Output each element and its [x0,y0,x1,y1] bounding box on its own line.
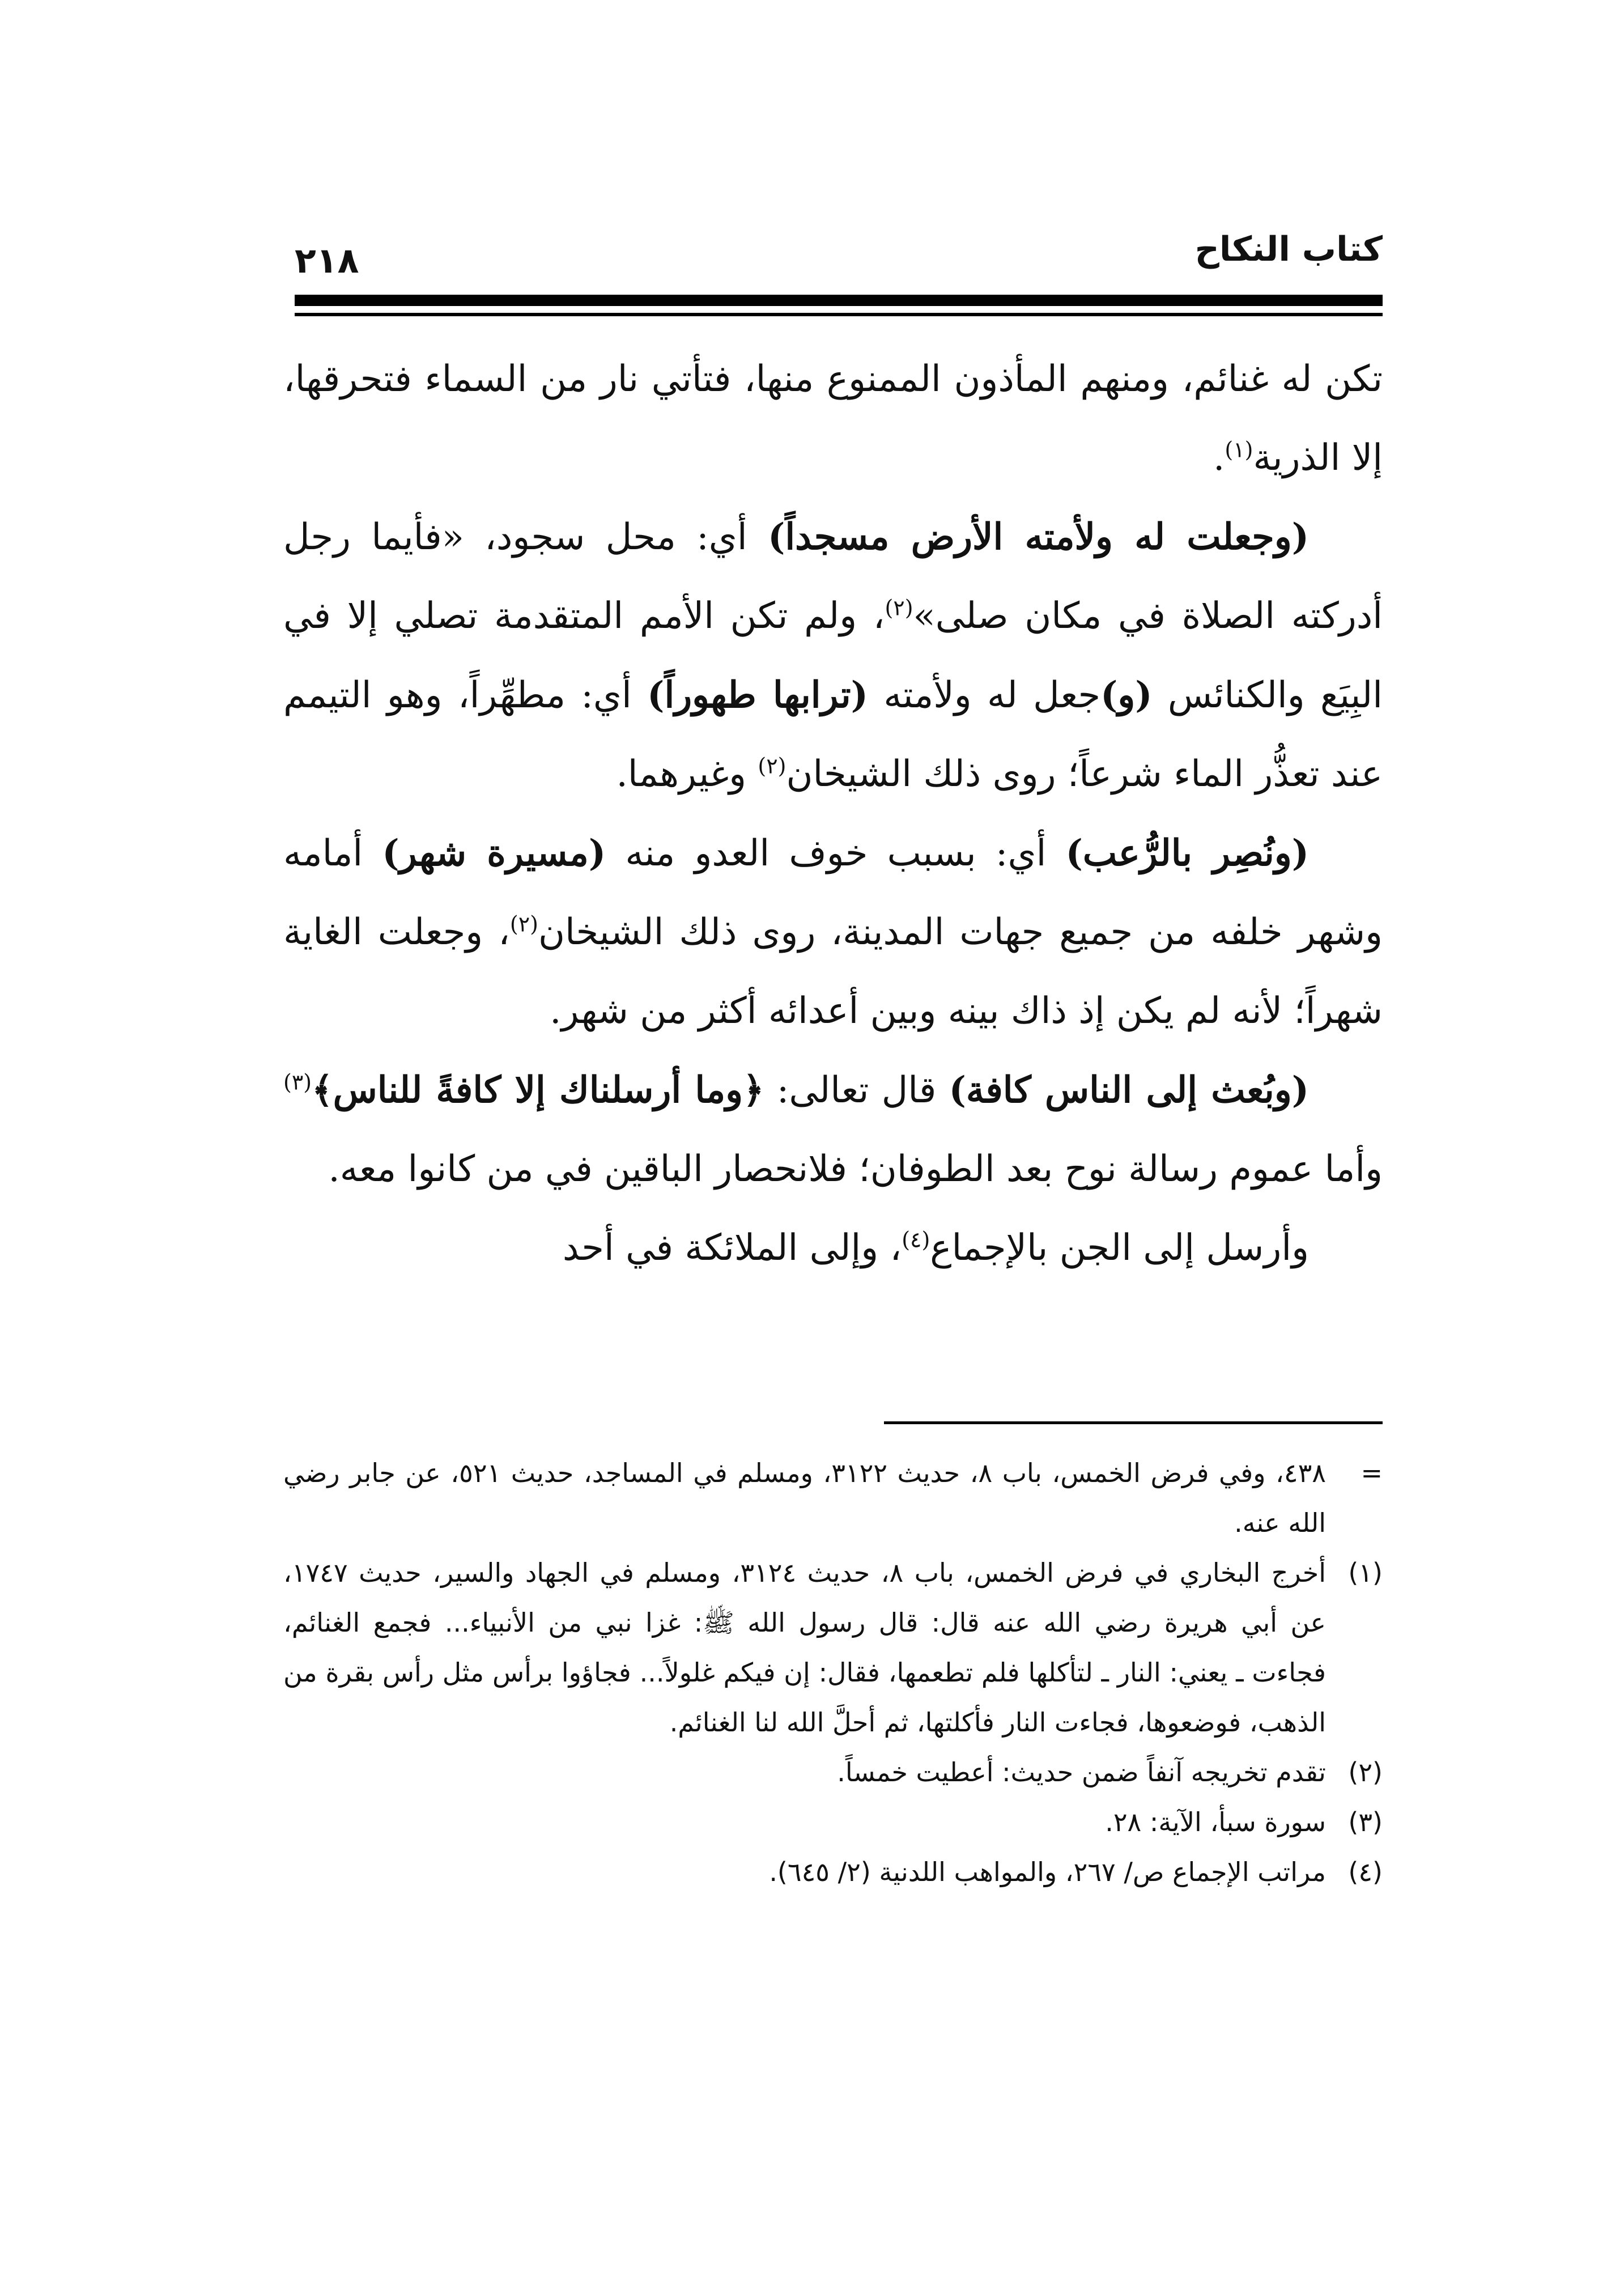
footnote-text: تقدم تخريجه آنفاً ضمن حديث: أعطيت خمساً. [837,1757,1326,1787]
footnote-marker: (٣) [1348,1807,1383,1837]
text-run: . [1213,437,1225,479]
text-run: أمامه وشهر خلفه من جميع جهات المدينة، روى ذلك الشيخان [283,833,1383,953]
paragraph-1 [283,340,1383,498]
text-run: وغيرهما. [616,753,758,795]
footnote-marker: (١) [1348,1557,1383,1588]
paragraph-3 [283,814,1383,1051]
footnote-text: أخرج البخاري في فرض الخمس، باب ٨، حديث ٣١٢٤، ومسلم في الجهاد والسير، حديث ١٧٤٧، عن أبي هريرة رضي الله عنه قال: قال رسول الله ﷺ: غزا نبي من الأنبياء... فجمع الغنائم، فجاءت ـ يعني: النار ـ لتأكلها فلم تطعمها، فقال: إن فيكم غلولاً... فجاؤوا برأس مثل رأس بقرة من الذهب، فوضعوها، فجاءت النار فأكلتها، ثم أحلَّ الله لنا الغنائم. [283,1557,1326,1738]
text-run: ، ولم تكن الأمم المتقدمة تصلي إلا في البِيَع والكنائس [283,595,1383,716]
footnote-text: مراتب الإجماع ص/ ٢٦٧، والمواهب اللدنية (٢/ ٦٤٥). [769,1857,1326,1887]
footnote-2 [283,1747,1383,1797]
chapter-title: كتاب النكاح [1194,230,1383,269]
bold-phrase: (ونُصِر بالرُّعب) [1065,832,1310,874]
footnote-4 [283,1847,1383,1897]
bold-phrase: (و) [1100,674,1153,716]
footnote-ref: (١) [1225,437,1253,462]
paragraph-4 [283,1051,1383,1209]
footnote-text: سورة سبأ، الآية: ٢٨. [1105,1807,1326,1837]
page-number: ٢١٨ [295,240,359,281]
bold-phrase: (وجعلت له ولأمته الأرض مسجداً) [768,516,1310,558]
footnote-text: ٤٣٨، وفي فرض الخمس، باب ٨، حديث ٣١٢٢، ومسلم في المساجد، حديث ٥٢١، عن جابر رضي الله عنه. [283,1458,1326,1538]
footnote-ref: (٢) [509,911,538,937]
footnote-ref: (٢) [758,753,787,779]
paragraph-5 [283,1209,1383,1288]
footnote-ref: (٤) [902,1227,930,1252]
footnote-3 [283,1797,1383,1847]
footnote-marker: = [1361,1458,1383,1488]
header-rule-thick [295,295,1383,306]
footnotes [283,1448,1383,1897]
footnote-ref: (٣) [283,1069,312,1095]
text-run: ، وإلى الملائكة في أحد [562,1227,902,1269]
footnote-continuation [283,1448,1383,1548]
footnote-marker: (٢) [1348,1757,1383,1787]
main-text [283,340,1383,1288]
footnote-marker: (٤) [1348,1857,1383,1887]
bold-phrase: (وبُعث إلى الناس كافة) [949,1069,1310,1111]
text-run: وأرسل إلى الجن بالإجماع [930,1227,1309,1269]
text-run: جعل له ولأمته [868,674,1101,716]
bold-phrase: (مسيرة شهر) [382,832,606,874]
text-run: قال تعالى: [764,1069,949,1111]
text-run: تكن له غنائم، ومنهم المأذون الممنوع منها، فتأتي نار من السماء فتحرقها، إلا الذرية [283,358,1383,479]
footnote-1 [283,1548,1383,1747]
bold-phrase: (ترابها طهوراً) [647,674,868,716]
running-header [295,227,1383,283]
paragraph-2 [283,498,1383,814]
text-run: ، وجعلت الغاية شهراً؛ لأنه لم يكن إذ ذاك بينه وبين أعدائه أكثر من شهر. [283,911,1383,1032]
text-run: وأما عموم رسالة نوح بعد الطوفان؛ فلانحصار الباقين في من كانوا معه. [328,1148,1383,1190]
header-rule-thin [295,313,1383,316]
text-run: أي: محل سجود، «فأيما رجل أدركته الصلاة في مكان صلى» [283,516,1383,637]
quran-verse: ﴿وما أرسلناك إلا كافةً للناس﴾ [312,1069,764,1111]
footnote-ref: (٢) [885,595,913,621]
text-run: أي: مطهِّراً، وهو التيمم عند تعذُّر الماء شرعاً؛ روى ذلك الشيخان [283,674,1383,795]
footnote-separator [884,1421,1383,1424]
text-run: أي: بسبب خوف العدو منه [606,833,1066,874]
